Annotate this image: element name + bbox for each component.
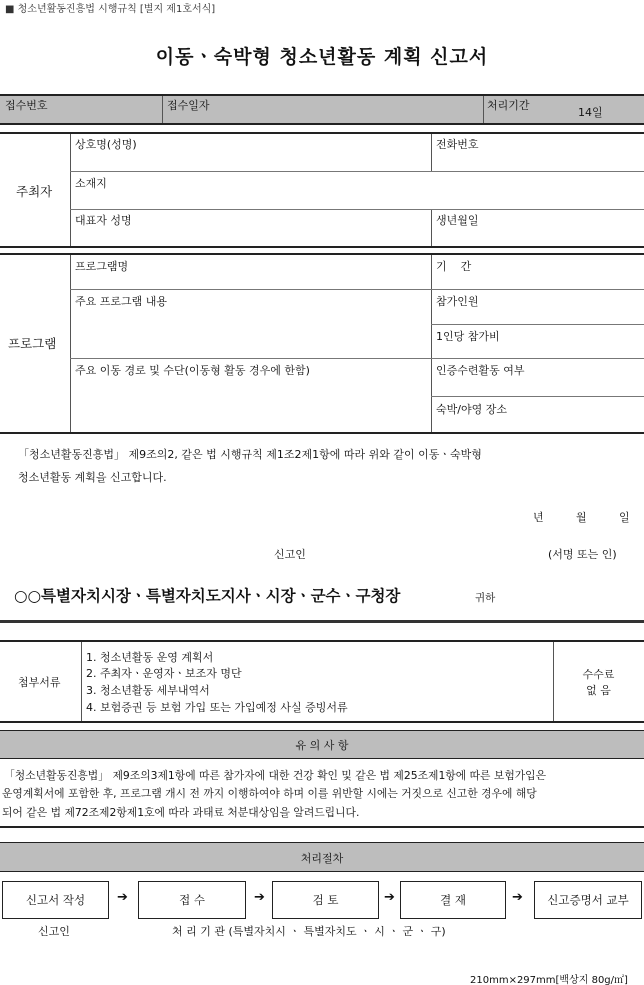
divider (483, 96, 484, 123)
step-receive (138, 881, 246, 919)
arrow-icon: ➔ (512, 890, 523, 905)
notice-header: 유 의 사 항 (295, 739, 349, 752)
form-header-note: ■ 청소년활동진흥법 시행규칙 [별지 제1호서식] (5, 4, 216, 15)
attachment-item: 1. 청소년활동 운영 계획서 (86, 651, 214, 664)
organizer-top-border (0, 132, 644, 134)
program-certified-label: 인증수련활동 여부 (436, 364, 525, 377)
attachments-top-border (0, 620, 644, 623)
notice-line-1: 「청소년활동진흥법」 제9조의3제1항에 따른 참가자에 대한 건강 확인 및 같은 법 제25조제1항에 따른 보험가입은 (4, 769, 547, 782)
attachments-label: 첨부서류 (18, 676, 61, 689)
divider (431, 209, 432, 246)
program-fee-label: 1인당 참가비 (436, 330, 500, 343)
organizer-section-label: 주최자 (16, 184, 53, 199)
arrow-icon: ➔ (384, 890, 395, 905)
organizer-phone-label: 전화번호 (436, 138, 479, 151)
divider (70, 134, 71, 246)
arrow-icon: ➔ (254, 890, 265, 905)
fee-label: 수수료 (582, 668, 615, 681)
divider (162, 96, 163, 123)
receipt-bottom-border (0, 123, 644, 125)
receipt-row (0, 96, 644, 123)
program-section-label: 프로그램 (8, 336, 57, 351)
program-top-border (0, 253, 644, 255)
attachment-item: 2. 주최자ㆍ운영자ㆍ보조자 명단 (86, 667, 242, 680)
date-month-label: 월 (576, 511, 587, 524)
arrow-icon: ➔ (117, 890, 128, 905)
step-label: 검 토 (312, 893, 339, 907)
divider (431, 255, 432, 432)
row-line (431, 324, 644, 325)
step-write-form (2, 881, 109, 919)
attachments-border (0, 640, 644, 642)
divider (81, 642, 82, 721)
row-line (70, 358, 644, 359)
program-bottom-border (0, 432, 644, 434)
row-line (70, 209, 644, 210)
step-label: 접 수 (179, 893, 205, 907)
addressee-suffix: 귀하 (475, 592, 496, 604)
actor-agency: 처 리 기 관 (특별자치시 ㆍ 특별자치도 ㆍ 시 ㆍ 군 ㆍ 구) (172, 925, 446, 938)
organizer-birth-label: 생년월일 (436, 214, 479, 227)
organizer-bottom-border (0, 246, 644, 248)
procedure-header: 처리절차 (300, 852, 344, 865)
program-content-label: 주요 프로그램 내용 (75, 295, 168, 308)
notice-bottom-border (0, 826, 644, 828)
divider (70, 255, 71, 432)
paper-spec: 210mm×297mm[백상지 80g/㎡] (470, 975, 628, 985)
attachments-bottom-border (0, 721, 644, 723)
step-label: 신고증명서 교부 (547, 893, 629, 907)
step-approve (400, 881, 506, 919)
declaration-line-1: 「청소년활동진흥법」 제9조의2, 같은 법 시행규칙 제1조2제1항에 따라 위와 같이 이동ㆍ숙박형 (18, 448, 482, 461)
step-review (272, 881, 379, 919)
signature-label: (서명 또는 인) (548, 548, 617, 561)
step-label: 결 재 (440, 893, 466, 907)
notice-line-2: 운영계획서에 포함한 후, 프로그램 개시 전 까지 이행하여야 하며 이를 위반할 시에는 거짓으로 신고한 경우에 해당 (2, 787, 537, 800)
step-issue-certificate (534, 881, 642, 919)
addressee: ○○특별자치시장ㆍ특별자치도지사ㆍ시장ㆍ군수ㆍ구청장 (14, 587, 401, 605)
program-route-label: 주요 이동 경로 및 수단(이동형 활동 경우에 한함) (75, 364, 310, 377)
organizer-address-label: 소재지 (75, 177, 107, 190)
program-lodging-label: 숙박/야영 장소 (436, 403, 507, 416)
attachment-item: 3. 청소년활동 세부내역서 (86, 684, 210, 697)
notice-line-3: 되어 같은 법 제72조제2항제1호에 따라 과태료 처분대상임을 알려드립니다. (2, 806, 360, 819)
date-day-label: 일 (619, 511, 630, 524)
processing-period-label: 처리기간 (487, 99, 530, 112)
page-title: 이동ㆍ숙박형 청소년활동 계획 신고서 (155, 46, 489, 68)
date-year-label: 년 (533, 511, 544, 524)
divider (431, 134, 432, 171)
fee-value: 없 음 (586, 684, 611, 697)
row-line (431, 396, 644, 397)
declaration-line-2: 청소년활동 계획을 신고합니다. (18, 471, 167, 484)
actor-applicant: 신고인 (38, 925, 70, 938)
organizer-name-label: 상호명(성명) (75, 138, 137, 151)
receipt-date-label: 접수일자 (167, 99, 210, 112)
step-label: 신고서 작성 (25, 893, 86, 907)
row-line (70, 171, 644, 172)
processing-period-value: 14일 (578, 106, 603, 119)
receipt-number-label: 접수번호 (5, 99, 48, 112)
organizer-rep-label: 대표자 성명 (75, 214, 132, 227)
program-period-label: 기 간 (436, 260, 472, 273)
program-participants-label: 참가인원 (436, 295, 479, 308)
attachment-item: 4. 보험증권 등 보험 가입 또는 가입예정 사실 증빙서류 (86, 701, 348, 714)
program-name-label: 프로그램명 (75, 260, 129, 273)
row-line (70, 289, 644, 290)
declarant-label: 신고인 (274, 548, 306, 561)
